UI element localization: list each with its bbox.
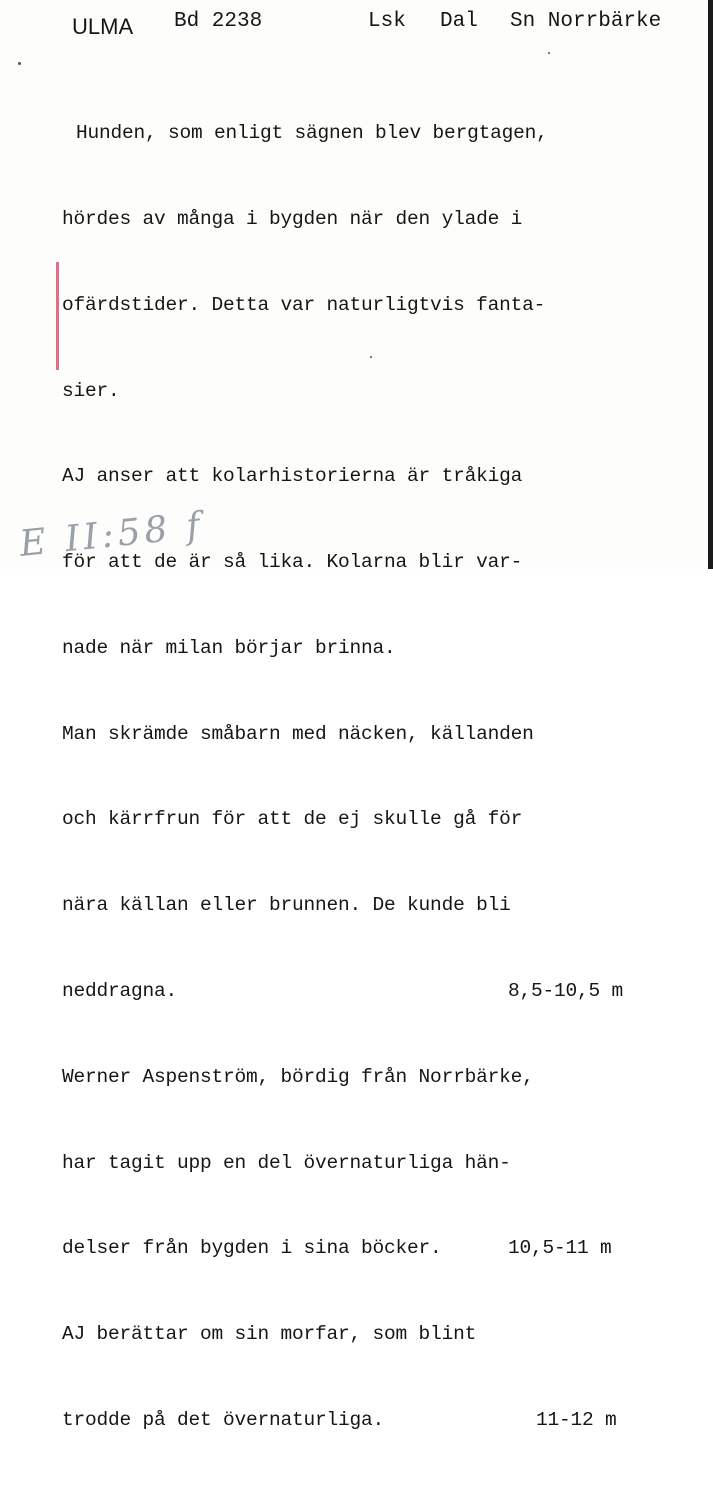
text-line: sier. (62, 379, 120, 402)
depth-range: 10,5-11 m (508, 1237, 612, 1260)
text-line: Hunden, som enligt sägnen blev bergtagen, (76, 122, 548, 145)
archive-name: ULMA (72, 14, 134, 39)
text-line: och kärrfrun för att de ej skulle gå för (62, 808, 523, 831)
card-edge (708, 0, 713, 569)
margin-marker (56, 262, 59, 370)
depth-range: 8,5-10,5 m (508, 980, 624, 1002)
text-line: AJ anser att kolarhistorierna är tråkiga (62, 465, 523, 488)
text-line: AJ berättar om sin morfar, som blint (62, 1323, 477, 1346)
text-line: Man skrämde småbarn med näcken, källanden (62, 722, 534, 745)
text-line: Werner Aspenström, bördig från Norrbärke, (62, 1065, 534, 1088)
card-body (62, 62, 624, 1492)
text-line: för att de är så lika. Kolarna blir var- (62, 551, 523, 574)
text-line: ofärdstider. Detta var naturligtvis fanta- (62, 293, 546, 316)
speck (548, 52, 550, 54)
text-line: har tagit upp en del övernaturliga hän- (62, 1151, 511, 1174)
district-field: Dal (440, 10, 478, 33)
text-line: neddragna. 8,5-10,5 m (62, 977, 548, 1006)
text-line: delser från bygden i sina böcker. 10,5-11 m (62, 1234, 548, 1263)
speck (370, 356, 372, 358)
text-line: nära källan eller brunnen. De kunde bli (62, 894, 511, 917)
speck (18, 62, 21, 65)
handwritten-signum: E II:58 f (17, 504, 206, 565)
text-line: nade när milan börjar brinna. (62, 636, 396, 659)
text-line: trodde på det övernaturliga. 11-12 m (62, 1406, 548, 1435)
parish-field: Sn Norrbärke (510, 10, 662, 33)
province-field: Lsk (368, 10, 406, 33)
volume-number: Bd 2238 (174, 10, 263, 33)
depth-range: 11-12 m (536, 1408, 617, 1431)
text-line: hördes av många i bygden när den ylade i (62, 207, 523, 230)
